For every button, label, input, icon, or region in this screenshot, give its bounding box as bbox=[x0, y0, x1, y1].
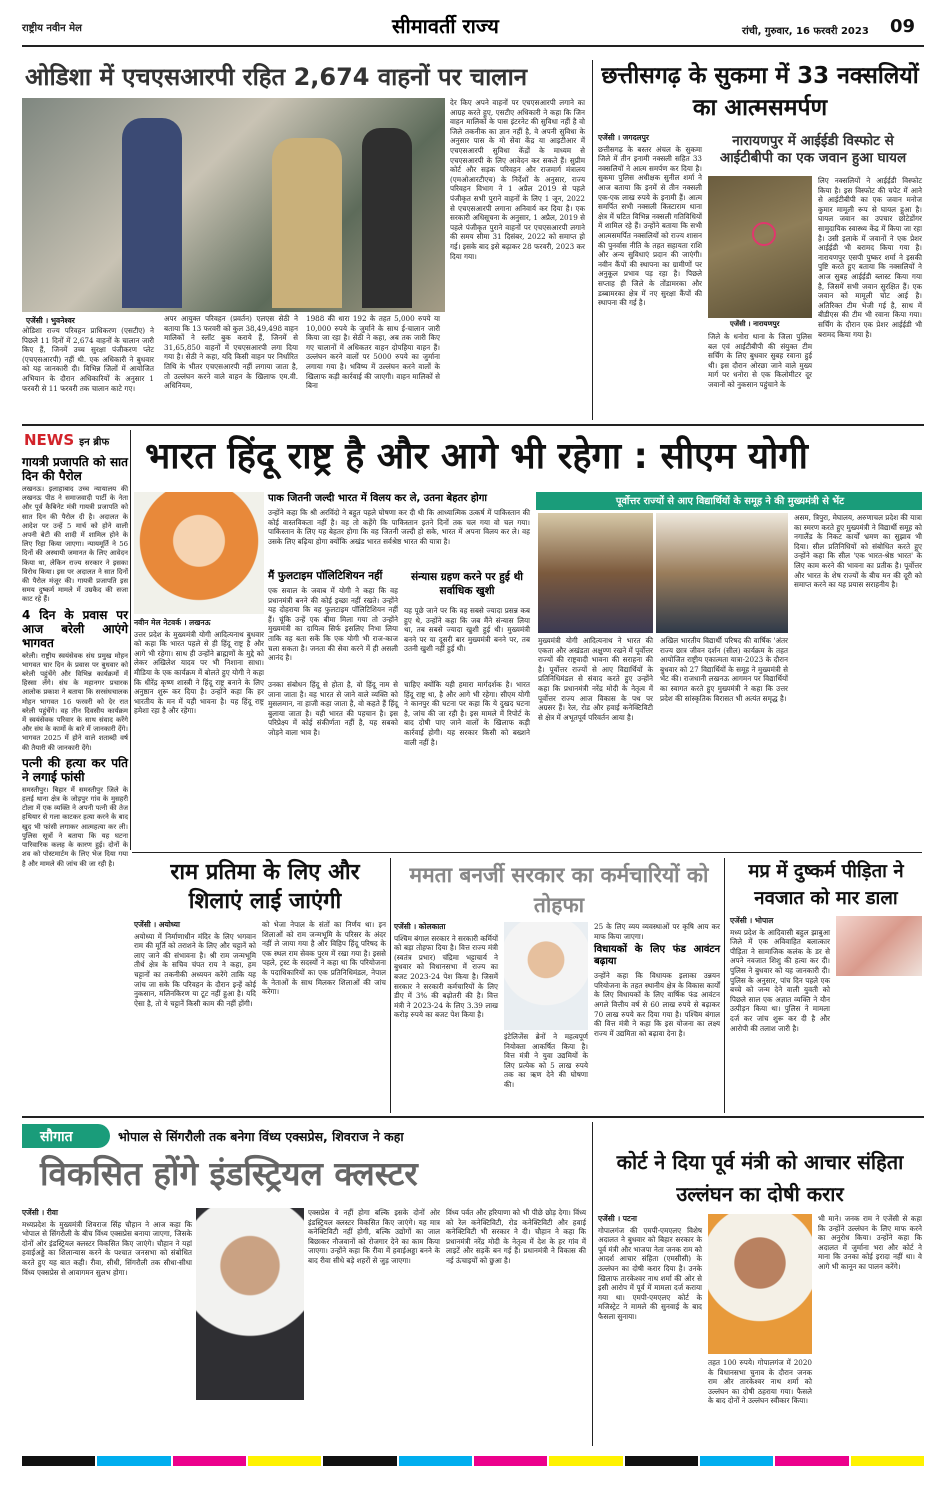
mamata-photo bbox=[504, 922, 588, 1030]
brief-label: इन ब्रीफ bbox=[79, 437, 110, 448]
paper-name: राष्ट्रीय नवीन मेल bbox=[22, 23, 82, 34]
section-rule-2 bbox=[132, 852, 922, 853]
mp-body bbox=[730, 916, 830, 1112]
brief-title-3: पत्नी की हत्या कर पति ने लगाई फांसी bbox=[22, 755, 128, 784]
vindhya-col-2: एक्सप्रेस वे नहीं होगा बल्कि इसके दोनों ओर इंडस्ट्रियल क्लस्टर विकसित किए जाएंगे। यह मात्र कनेक्टिविटी नहीं होगी, बल्कि उद्योगों का जाल बिछाकर नौजवानों को रोजगार देने का काम किया जाएगा। उन्होंने कहा कि रीवा में हवाईअड्डा बनने के बाद रीवा सीधे बड़े शहरों से जुड़ जाएगा। bbox=[308, 1208, 440, 1265]
mamata-text-1: पश्चिम बंगाल सरकार ने सरकारी कर्मियों को बड़ा तोहफा दिया है। वित्त राज्य मंत्री (स्वतंत्र प्रभार) चंद्रिमा भट्टाचार्य ने बुधवार को विधानसभा में राज्य का बजट 2023-24 पेश किया है। जिसमें सरकार ने सरकारी कर्मचारियों के लिए डीए में 3% की बढ़ोतरी की है। वित्त मंत्री ने 2023-24 के लिए 3.39 लाख करोड़ रुपये का बजट पेश किया है। bbox=[394, 933, 498, 1020]
vindhya-headline: विकसित होंगे इंडस्ट्रियल क्लस्टर bbox=[40, 1154, 418, 1193]
saugat-label: सौगात bbox=[40, 1129, 73, 1145]
northeast-col-1: मुख्यमंत्री योगी आदित्यनाथ ने भारत की एकता और अखंडता अक्षुण्ण रखने में पूर्वोत्तर राज्यों की राष्ट्रवादी भावना की सराहना की है। पूर्वोत्तर राज्यों से आए विद्यार्थियों के प्रतिनिधिमंडल से संवाद करते हुए उन्होंने कहा कि प्रधानमंत्री नरेंद्र मोदी के नेतृत्व में पूर्वोत्तर राज्य आज विकास के पथ पर अग्रसर हैं। रेल, रोड और हवाई कनेक्टिविटी से क्षेत्र में अभूतपूर्व परिवर्तन आया है। bbox=[538, 636, 653, 722]
odisha-col-3: 1988 की धारा 192 के तहत 5,000 रुपये या 10,000 रुपये के जुर्माने के साथ ई-चालान जारी किया जा रहा है। सेठी ने कहा, अब तक जारी किए गए चालानों में अधिकतर वाहन दोपहिया वाहन हैं। उल्लंघन करने वालों पर 5000 रुपये का जुर्माना लगाया गया है। भविष्य में उल्लंघन करने वालों के खिलाफ कड़ी कार्रवाई की जाएगी। वाहन मालिकों से बिना bbox=[306, 314, 440, 391]
court-col-2: तहत 100 रुपये। गोपालगंज में 2020 के विधानसभा चुनाव के दौरान जनक राम और तारकेश्वर नाथ शर्मा को उल्लंघन का दोषी ठहराया गया। फैसले के बाद दोनों ने उल्लंघन स्वीकार किया। bbox=[708, 1358, 812, 1406]
yogi-sub-2: मैं फुलटाइम पॉलिटिशियन नहीं bbox=[268, 570, 383, 582]
yogi-headline: भारत हिंदू राष्ट्र है और आगे भी रहेगा : सीएम योगी bbox=[145, 436, 808, 477]
highlight-circle bbox=[752, 222, 776, 246]
northeast-col-3: असम, त्रिपुरा, मेघालय, अरुणाचल प्रदेश की यात्रा का स्मरण करते हुए मुख्यमंत्री ने विद्यार्थी समूह को नगालैंड के निकट कार्यों भ्रमण का सुझाव भी दिया। सील प्रतिनिधियों को संबोधित करते हुए उन्होंने कहा कि सील 'एक भारत-श्रेष्ठ भारत' के लिए काम करने की भावना का प्रतीक है। पूर्वोत्तर और भारत के शेष राज्यों के बीच मन की दूरी को समाप्त करने का यह प्रयास सराहनीय है। bbox=[794, 513, 922, 590]
briefs-column bbox=[22, 452, 128, 868]
photo-figure bbox=[272, 138, 342, 308]
court-dateline: एजेंसी । पटना bbox=[598, 1214, 637, 1223]
mamata-sub: विधायकों के लिए फंड आवंटन बढ़ाया bbox=[594, 944, 720, 968]
northeast-photo-2 bbox=[656, 513, 788, 633]
sukma-text: छत्तीसगढ़ के बस्तर अंचल के सुकमा जिले में तीन इनामी नक्सली सहित 33 नक्सलियों ने आत्म समर्पण कर दिया है। सुकमा पुलिस अधीक्षक सुनील शर्मा ने आज बताया कि इनमें से तीन नक्सली एक-एक लाख रुपये के इनामी हैं। आत्म समर्पित सभी नक्सली किस्टाराम थाना क्षेत्र में घटित विभिन्न नक्सली गतिविधियों में शामिल रहे हैं। उन्होंने बताया कि सभी आत्मसमर्पित नक्सलियों को राज्य शासन की पुनर्वास नीति के तहत सहायता राशि और अन्य सुविधाएं प्रदान की जाएंगी। नवीन कैंपों की स्थापना का ग्रामीणों पर अनुकूल प्रभाव पड़ रहा है। पिछले सप्ताह ही जिले के तोंडामरका और डब्बामरका क्षेत्र में नए सुरक्षा कैंपों की स्थापना की गई है। bbox=[598, 144, 702, 308]
court-col-1 bbox=[598, 1214, 702, 1444]
mamata-col-1 bbox=[394, 922, 498, 1112]
news-in-brief-label bbox=[24, 430, 124, 450]
sukma-body bbox=[598, 133, 702, 419]
mp-text: मध्य प्रदेश के आदिवासी बहुल झाबुआ जिले में एक अविवाहित बलात्कार पीड़िता ने सामाजिक कलंक के डर से अपने नवजात शिशु की हत्या कर दी। पुलिस ने बुधवार को यह जानकारी दी। पुलिस के अनुसार, पांच दिन पहले एक बच्चे को जन्म देने वाली युवती को पिछले साल एक अज्ञात व्यक्ति ने यौन उत्पीड़न किया था। पुलिस ने मामला दर्ज कर जांच शुरू कर दी है और आरोपी की तलाश जारी है। bbox=[730, 927, 830, 1033]
ram-headline: राम प्रतिमा के लिए और शिलाएं लाई जाएंगी bbox=[170, 860, 360, 914]
odisha-photo-caption: एजेंसी । भुवनेश्वर bbox=[26, 316, 75, 325]
ram-text-1: अयोध्या में निर्माणाधीन मंदिर के लिए भगवान राम की मूर्ति को तराशने के लिए और चट्टानें को लाए जाने की संभावना है। श्री राम जन्मभूमि तीर्थ क्षेत्र के सचिव चंपत राय ने कहा, हम चट्टानों का तकनीकी अध्ययन करेंगे ताकि यह जांच जा सके कि परिवहन के दौरान इन्हें कोई नुकसान, मलिनकिरण या टूट नहीं हुआ है। यदि ऐसा है, तो ये चट्टानें किसी काम की नहीं होंगी। bbox=[134, 931, 256, 1008]
photo-figure bbox=[122, 118, 182, 308]
brief-title-2: 4 दिन के प्रवास पर आज बरेली आएंगे भागवत bbox=[22, 607, 128, 650]
section-rule bbox=[22, 424, 924, 426]
section-rule-3 bbox=[22, 1116, 924, 1118]
yogi-body-2: उनका संबोधन हिंदू से होता है, वो हिंदू नाम से जाना जाता है। वह भारत से जाने वाले व्यक्ति को मुसलमान, ना हाजी कहा जाता है, वो कहते हैं हिंदू बुलाया जाता है। यही भारत की पहचान है। इस परिप्रेक्ष्य में कोई संकीर्णता नहीं है, यह सबको जोड़ने वाला भाव है। bbox=[268, 680, 398, 737]
odisha-col-4: देर किए अपने वाहनों पर एचएसआरपी लगाने का आग्रह करते हुए, एसटीए अधिकारी ने कहा कि जिन वाहन मालिकों के पास इंटरनेट की सुविधा नहीं है वो जिले तकनीक का ज्ञान नहीं है, वे अपनी सुविधा के अनुसार पास के मो सेवा केंद्र या आइटीआर में एचएसआरपी सुविधा केंद्रों के माध्यम से एचएसआरपी के लिए आवेदन कर सकते हैं। सुप्रीम कोर्ट और सड़क परिवहन और राजमार्ग मंत्रालय (एमओआरटीएच) के निर्देशों के अनुसार, राज्य परिवहन विभाग ने 1 अप्रैल 2019 से पहले पंजीकृत सभी पुराने वाहनों के लिए 1 जून, 2022 से एचएसआरपी लगाना अनिवार्य कर दिया है। एक सरकारी अधिसूचना के अनुसार, 1 अप्रैल, 2019 से पहले पंजीकृत पुराने वाहनों पर एचएसआरपी लगाने की समय सीमा 31 दिसंबर, 2022 को समाप्त हो गई। इसके बाद इसे बढ़ाकर 28 फरवरी, 2023 कर दिया गया। bbox=[450, 98, 585, 261]
mp-photo bbox=[836, 916, 922, 976]
yogi-sub-2-body: एक सवाल के जवाब में योगी ने कहा कि वह प्रधानमंत्री बनने की कोई इच्छा नहीं रखते। उन्होंने यह दोहराया कि वह फुलटाइम पॉलिटिशियन नहीं हैं। चूंकि उन्हें एक बीमा मिला गया तो उन्होंने मुख्यमंत्री का दायित्व सिर्फ इसलिए निभा लिया ताकि वह बता सकें कि एक योगी भी राज-काज चला सकता है। जनता की सेवा करने में ही असली आनंद है। bbox=[268, 586, 398, 663]
odisha-headline: ओडिशा में एचएसआरपी रहित 2,674 वाहनों पर चालान bbox=[25, 63, 528, 91]
photo-figure bbox=[362, 128, 412, 308]
yogi-sub-3: संन्यास ग्रहण करने पर हुई थी सर्वाधिक खुशी bbox=[410, 571, 524, 597]
odisha-photo bbox=[22, 98, 445, 312]
ram-col-2: को भेजा नेपाल के संतों का निर्णय था। इन शिलाओं को राम जन्मभूमि के परिसर के अंदर नहीं ले जाया गया है और विहिप हिंदू परिषद के एक स्थल राम सेवक पुरम में रखा गया है। इससे पहले, ट्रस्ट के सदस्यों ने कहा था कि परियोजना के पदाधिकारियों का एक प्रतिनिधिमंडल, नेपाल के नेताओं के साथ मिलकर शिलाओं की जांच करेगा। bbox=[262, 920, 386, 997]
vertical-divider-3 bbox=[724, 858, 725, 1113]
mp-headline: मप्र में दुष्कर्म पीड़िता ने नवजात को मार डाला bbox=[748, 861, 904, 909]
odisha-col-2: अपर आयुक्त परिवहन (प्रवर्तन) एलएस सेठी ने बताया कि 13 फरवरी को कुल 38,49,498 वाहन मालिकों ने स्लॉट बुक कराये हैं, जिनमें से 31,65,850 वाहनों में एचएसआरपी लगा दिया गया है। सेठी ने कहा, यदि किसी वाहन पर निर्धारित तिथि के भीतर एचएसआरपी नहीं लगाया जाता है, तो उल्लंघन करने वाले वाहन के खिलाफ एम.वी. अधिनियम, bbox=[164, 314, 298, 391]
vindhya-kicker: भोपाल से सिंगरौली तक बनेगा विंध्य एक्सप्रेस, शिवराज ने कहा bbox=[118, 1129, 404, 1144]
vindhya-col-3: विंध्य पर्वत और हरियाणा को भी पीछे छोड़ देगा। विंध्य को रेल कनेक्टिविटी, रोड कनेक्टिविटी और हवाई कनेक्टिविटी भी सरकार ने दी। चौहान ने कहा कि प्रधानमंत्री नरेंद्र मोदी के नेतृत्व में देश के हर गांव में लाइटें और सड़कें बन गई हैं। प्रधानमंत्री ने विकास की नई ऊंचाइयों को छुआ है। bbox=[446, 1208, 586, 1265]
dateline: रांची, गुरुवार, 16 फरवरी 2023 bbox=[742, 26, 869, 37]
mp-dateline: एजेंसी । भोपाल bbox=[730, 916, 774, 925]
yogi-sub-1: पाक जितनी जल्दी भारत में विलय कर ले, उतना बेहतर होगा bbox=[268, 493, 487, 504]
court-headline: कोर्ट ने दिया पूर्व मंत्री को आचार संहिता उल्लंघन का दोषी करार bbox=[616, 1150, 904, 1206]
brief-body-2: बरेली। राष्ट्रीय स्वयंसेवक संघ प्रमुख मोहन भागवत चार दिन के प्रवास पर बुधवार को बरेली पहुंचेंगे और विभिन्न कार्यक्रमों में हिस्सा लेंगे। संघ के महानगर प्रचारक आलोक प्रकाश ने बताया कि सरसंघचालक मोहन भागवत 16 फरवरी को देर रात बरेली पहुंचेंगे। वह तीन दिवसीय कार्यक्रम में स्वयंसेवक परिवार के साथ संवाद करेंगे और संघ के कामों के बारे में जानकारी देंगे। भागवत 2025 में होने वाले शताब्दी वर्ष की तैयारी की जानकारी देंगे। bbox=[22, 651, 128, 752]
mamata-sub-body: उन्होंने कहा कि विधायक इलाका उन्नयन परियोजना के तहत स्थानीय क्षेत्र के विकास कार्यों के लिए विधायकों के लिए वार्षिक फंड आवंटन अगले वित्तीय वर्ष से 60 लाख रुपये से बढ़ाकर 70 लाख रुपये कर दिया गया है। पश्चिम बंगाल की वित्त मंत्री ने कहा कि इस योजना का लक्ष्य राज्य में उद्यमिता को बढ़ावा देना है। bbox=[594, 971, 720, 1038]
vertical-divider bbox=[592, 60, 593, 420]
mamata-col-2 bbox=[594, 922, 720, 1112]
mamata-headline: ममता बनर्जी सरकार का कर्मचारियों को तोहफा bbox=[409, 863, 709, 917]
registration-bar bbox=[22, 1456, 924, 1466]
brief-divider bbox=[130, 430, 131, 850]
ied-col-1: जिले के धनोरा थाना के जिला पुलिस बल एवं आईटीबीपी की संयुक्त टीम सर्चिंग के लिए बुधवार सुबह रवाना हुई थी। इस दौरान ओरछा जाने वाले मुख्य मार्ग पर धनोरा से एक किलोमीटर दूर जवानों को नुकसान पहुंचाने के bbox=[708, 332, 812, 389]
yogi-dateline: नवीन मेल नेटवर्क । लखनऊ bbox=[134, 618, 211, 627]
yogi-body-1 bbox=[134, 618, 264, 850]
yogi-sub-1-body: उन्होंने कहा कि श्री अरविंदो ने बहुत पहले घोषणा कर दी थी कि आध्यात्मिक उत्कर्ष में पाकिस्तान की कोई वास्तविकता नहीं है। वह तो कहेंगे कि पाकिस्तान इतने दिनों तक चल गया वो चल गया। पाकिस्तान के लिए यह बेहतर होगा कि वह जितनी जल्दी हो सके, भारत में अपना विलय कर ले। वह उसके लिए बढ़िया होगा क्योंकि अखंड भारत सर्वश्रेष्ठ भारत की यात्रा है। bbox=[268, 508, 530, 546]
mp-body-2 bbox=[836, 980, 922, 1112]
court-text-1: गोपालगंज की एमपी-एमएलए विशेष अदालत ने बुधवार को बिहार सरकार के पूर्व मंत्री और भाजपा नेता जनक राम को आदर्श आचार संहिता (एमसीसी) के उल्लंघन का दोषी करार दिया है। उनके खिलाफ तारकेश्वर नाथ शर्मा की ओर से इसी आरोप में पूर्व में मामला दर्ज कराया गया था। एमपी-एमएलए कोर्ट के मजिस्ट्रेट ने मामले की सुनवाई के बाद फैसला सुनाया। bbox=[598, 1225, 702, 1321]
shivraj-photo bbox=[196, 1208, 304, 1400]
court-col-3: भी माने। जनक राम ने एजेंसी से कहा कि उन्होंने उल्लंघन के लिए माफ करने का अनुरोध किया। उन्होंने कहा कि अदालत में जुर्माना भरा और कोर्ट ने माना कि उनका कोई इरादा नहीं था। वे आगे भी कानून का पालन करेंगे। bbox=[818, 1214, 922, 1271]
mamata-dateline: एजेंसी । कोलकाता bbox=[394, 922, 446, 931]
mamata-text-2: 25 के लिए व्यय व्यवस्थाओं पर कृषि आय कर माफ किया जाएगा। bbox=[594, 922, 720, 941]
vindhya-col-1 bbox=[22, 1208, 192, 1444]
masthead-rule bbox=[22, 45, 924, 47]
page-number: 09 bbox=[890, 16, 916, 37]
ied-headline: नारायणपुर में आईईडी विस्फोट से आईटीबीपी का एक जवान हुआ घायल bbox=[719, 133, 907, 166]
janak-ram-photo bbox=[708, 1214, 812, 1354]
northeast-photo-1 bbox=[538, 513, 653, 633]
vindhya-text-1: मध्यप्रदेश के मुख्यमंत्री शिवराज सिंह चौहान ने आज कहा कि भोपाल से सिंगरौली के बीच विंध्य एक्सप्रेस बनाया जाएगा, जिसके दोनों ओर इंडस्ट्रियल क्लस्टर विकसित किए जाएंगे। चौहान ने यहां हवाईअड्डे का शिलान्यास करने के पश्चात जनसभा को संबोधित करते हुए यह बात कही। रीवा, सीधी, सिंगरौली तक सीधा-सीधा विंध्य एक्सप्रेस से आवागमन सुलभ होगा। bbox=[22, 1219, 192, 1277]
vertical-divider-4 bbox=[592, 1122, 593, 1446]
section-title: सीमावर्ती राज्य bbox=[392, 14, 499, 38]
vertical-divider-2 bbox=[390, 858, 391, 1113]
sukma-dateline: एजेंसी । जगदलपुर bbox=[598, 133, 649, 142]
odisha-col-1: ओडिशा राज्य परिवहन प्राधिकरण (एसटीए) ने पिछले 11 दिनों में 2,674 वाहनों के चालान जारी किए हैं, जिनमें उच्च सुरक्षा पंजीकरण प्लेट (एचएसआरपी) नहीं थी. एक अधिकारी ने बुधवार को यह जानकारी दी। विभिन्न जिलों में आयोजित अभियान के दौरान अधिकारियों के अनुसार 1 फरवरी से 11 फरवरी तक चालान काटे गए। bbox=[22, 326, 154, 393]
brief-title-1: गायत्री प्रजापति को सात दिन की पैरोल bbox=[22, 455, 128, 483]
ram-col-1 bbox=[134, 920, 256, 1110]
vindhya-dateline: एजेंसी । रीवा bbox=[22, 1208, 58, 1217]
northeast-col-2: अखिल भारतीय विद्यार्थी परिषद की वार्षिक 'अंतर राज्य छात्र जीवन दर्शन (सील) कार्यक्रम के तहत आयोजित राष्ट्रीय एकात्मता यात्रा-2023 के दौरान बुधवार को 27 विद्यार्थियों के समूह ने मुख्यमंत्री से भेंट की। राजधानी लखनऊ आगमन पर विद्यार्थियों का स्वागत करते हुए मुख्यमंत्री ने कहा कि उत्तर प्रदेश की सांस्कृतिक विरासत भी अत्यंत समृद्ध है। bbox=[660, 636, 788, 703]
news-label: NEWS bbox=[24, 431, 75, 449]
ram-dateline: एजेंसी । अयोध्या bbox=[134, 920, 180, 929]
brief-body-3: समस्तीपुर। बिहार में समस्तीपुर जिले के हलई थाना क्षेत्र के जोड़पुर गांव के मुसहरी टोला में एक व्यक्ति ने अपनी पत्नी की तेज हथियार से गला काटकर हत्या करने के बाद खुद भी फांसी लगाकर आत्महत्या कर ली। पुलिस सूत्रों ने बताया कि यह घटना पारिवारिक कलह के कारण हुई। दोनों के शव को पोस्टमार्टम के लिए भेज दिया गया है और मामले की जांच की जा रही है। bbox=[22, 785, 128, 868]
yogi-sub-3-body: यह पूछे जाने पर कि वह सबसे ज्यादा प्रसन्न कब हुए थे, उन्होंने कहा कि जब मैंने संन्यास लिया था, तब सबसे ज्यादा खुशी हुई थी। मुख्यमंत्री बनने पर या दूसरी बार मुख्यमंत्री बनने पर, तब उतनी खुशी नहीं हुई थी। bbox=[404, 606, 530, 654]
sukma-headline: छत्तीसगढ़ के सुकमा में 33 नक्सलियों का आत्मसमर्पण bbox=[601, 63, 919, 121]
ied-col-2: लिए नक्सलियों ने आईईडी विस्फोट किया है। इस विस्फोट की चपेट में आने से आईटीबीपी का एक जवान मनोज कुमार मामूली रूप से घायल हुआ है। घायल जवान का उपचार छोटेडोंगर सामुदायिक स्वास्थ्य केंद्र में किया जा रहा है। उसी इलाके में जवानों ने एक प्रेशर आईईडी भी बरामद किया गया है। नारायणपुर एसपी पुष्कर शर्मा ने इसकी पुष्टि करते हुए बताया कि नक्सलियों ने आज सुबह आईईडी ब्लास्ट किया गया है, जिसमें सभी जवान सुरक्षित हैं। एक जवान को मामूली चोट आई है। अतिरिक्त टीम भेजी गई है, साथ में बीडीएस की टीम भी रवाना किया गया। सर्चिंग के दौरान एक प्रेशर आईईडी भी बरामद किया गया है। bbox=[818, 176, 922, 339]
yogi-text-1: उत्तर प्रदेश के मुख्यमंत्री योगी आदित्यनाथ बुधवार को कहा कि भारत पहले से ही हिंदू राष्ट्र है और आगे भी रहेगा। साथ ही उन्होंने ब्राह्मणों के मुद्दे को लेकर अखिलेश यादव पर भी निशाना साधा। मीडिया के एक कार्यक्रम में बोलते हुए योगी ने कहा कि धीरेंद्र कृष्ण शास्त्री ने हिंदू राष्ट्र बनाने के लिए अनुष्ठान शुरू कर दिया है। उन्होंने कहा कि हर भारतीय के मन में यही भावना है। यह हिंदू राष्ट्र हमेशा रहा है और रहेगा। bbox=[134, 629, 264, 716]
ied-photo-caption: एजेंसी । नारायणपुर bbox=[730, 320, 780, 328]
yogi-photo bbox=[134, 492, 264, 614]
ied-photo bbox=[708, 176, 812, 318]
brief-body-1: लखनऊ। इलाहाबाद उच्च न्यायालय की लखनऊ पीठ ने समाजवादी पार्टी के नेता और पूर्व कैबिनेट मंत्री गायत्री प्रजापति को सात दिन की पैरोल दी है। अदालत के आदेश पर उन्हें 5 मार्च को होने वाली अपनी बेटी की शादी में शामिल होने के लिए रिहा किया जाएगा। न्यायमूर्ति ने 56 दिनों की अस्थायी जमानत के लिए आवेदन किया था, लेकिन राज्य सरकार ने इसका विरोध किया। इस पर अदालत ने सात दिनों की पैरोल मंजूर की। गायत्री प्रजापति इस समय दुष्कर्म मामले में उम्रकैद की सजा काट रहे हैं। bbox=[22, 485, 128, 604]
mamata-photo-caption: इंटेलिजेंस ब्रेनों ने महत्वपूर्ण नियोक्ता आकर्षित किया है। वित्त मंत्री ने युवा उद्यमियों के लिए प्रत्येक को 5 लाख रुपये तक का ऋण देने की घोषणा की। bbox=[504, 1032, 588, 1089]
northeast-headline: पूर्वोत्तर राज्यों से आए विद्यार्थियों के समूह ने की मुख्यमंत्री से भेंट bbox=[615, 496, 845, 507]
yogi-body-3: चाहिए क्योंकि यही हमारा मार्गदर्शक है। भारत हिंदू राष्ट्र था, है और आगे भी रहेगा। सीएम योगी ने कानपुर की घटना पर कहा कि ये दुखद घटना है, जांच की जा रही है। इस मामले में रिपोर्ट के बाद दोषी पाए जाने वालों के खिलाफ कड़ी कार्रवाई होगी। यह सरकार किसी को बख्शने वाली नहीं है। bbox=[404, 680, 530, 747]
masthead bbox=[22, 10, 924, 48]
